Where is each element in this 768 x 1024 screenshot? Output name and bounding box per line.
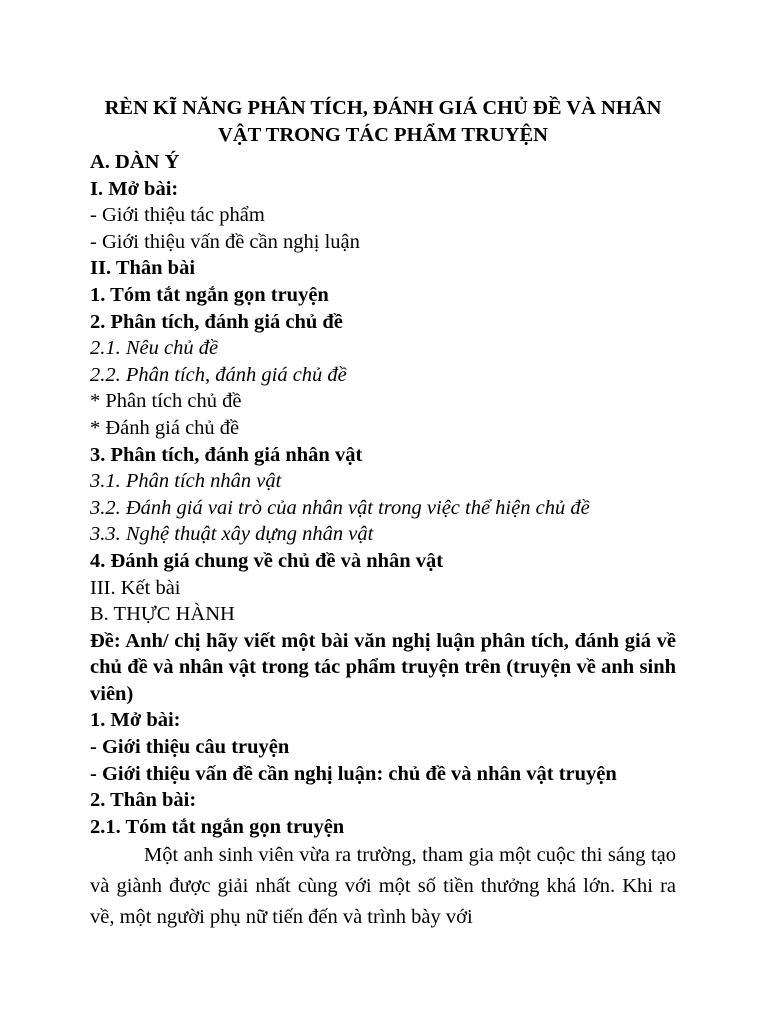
outline-line: B. THỰC HÀNH [90,603,235,626]
outline-line: A. DÀN Ý [90,151,180,173]
practice-line: 2. Thân bài: [90,789,197,812]
summary-paragraph: Một anh sinh viên vừa ra trường, tham gia một cuộc thi sáng tạo và giành được giải nhất cùng với một số tiền thưởng khá lớn. Khi ra về, một người phụ nữ tiến đến và trình bày với [90,844,676,929]
document-body [90,95,676,933]
document-title: RÈN KĨ NĂNG PHÂN TÍCH, ĐÁNH GIÁ CHỦ ĐỀ VÀ NHÂN VẬT TRONG TÁC PHẨM TRUYỆN [104,97,662,146]
outline-line: 2.1. Nêu chủ đề [90,337,219,360]
practice-line: - Giới thiệu câu truyện [90,736,290,759]
exercise-prompt: Đề: Anh/ chị hãy viết một bài văn nghị luận phân tích, đánh giá về chủ đề và nhân vật trong tác phẩm truyện trên (truyện về anh sinh viên) [90,629,676,705]
outline-section [90,149,676,628]
outline-line: II. Thân bài [90,257,196,280]
outline-line: - Giới thiệu tác phẩm [90,204,265,227]
outline-line: 1. Tóm tắt ngắn gọn truyện [90,283,329,306]
outline-line: 2.2. Phân tích, đánh giá chủ đề [90,363,347,386]
outline-line: 2. Phân tích, đánh giá chủ đề [90,310,343,333]
outline-line: III. Kết bài [90,576,181,599]
outline-line: 3.1. Phân tích nhân vật [90,470,282,493]
practice-line: - Giới thiệu vấn đề cần nghị luận: chủ đề và nhân vật truyện [90,762,617,785]
outline-line: I. Mở bài: [90,177,179,200]
practice-outline [90,707,676,840]
outline-line: 4. Đánh giá chung về chủ đề và nhân vật [90,549,444,572]
practice-line: 2.1. Tóm tắt ngắn gọn truyện [90,815,345,838]
outline-line: * Đánh giá chủ đề [90,416,240,439]
practice-line: 1. Mở bài: [90,709,181,732]
outline-line: - Giới thiệu vấn đề cần nghị luận [90,230,360,253]
outline-line: 3. Phân tích, đánh giá nhân vật [90,443,363,466]
outline-line: * Phân tích chủ đề [90,390,242,413]
outline-line: 3.3. Nghệ thuật xây dựng nhân vật [90,523,374,546]
outline-line: 3.2. Đánh giá vai trò của nhân vật trong việc thể hiện chủ đề [90,496,590,519]
